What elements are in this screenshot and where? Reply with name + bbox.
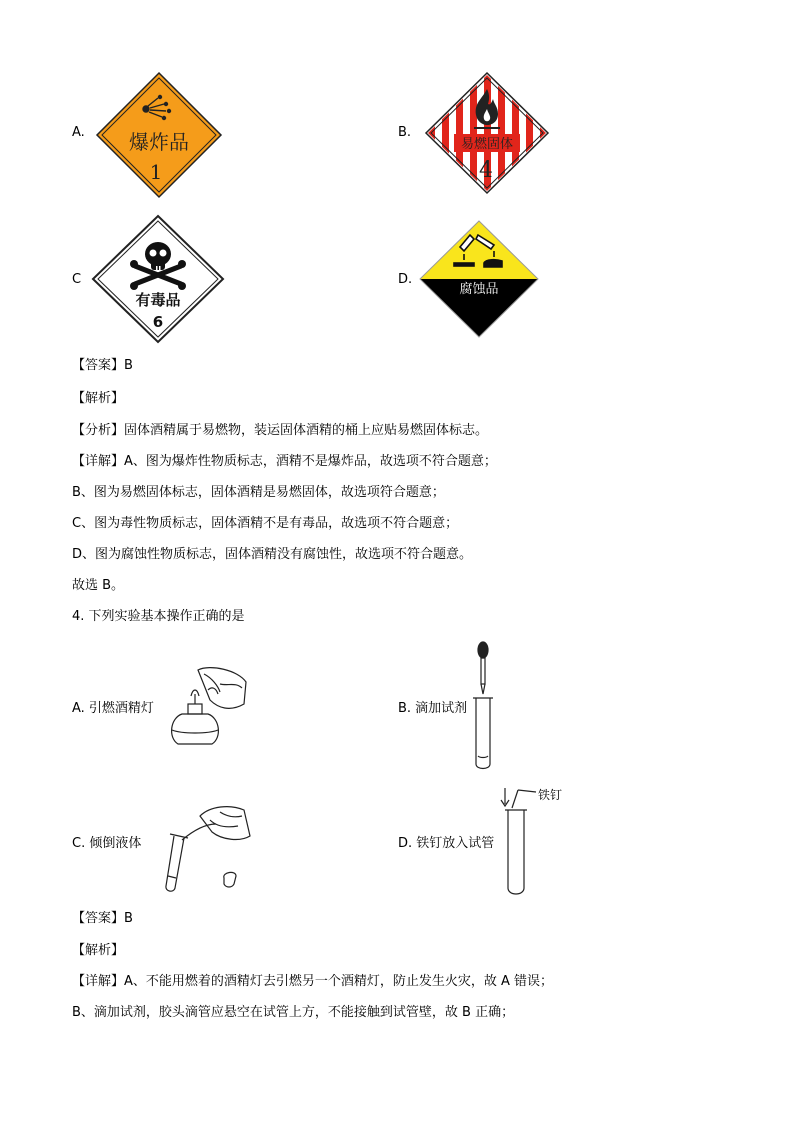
alcohol-lamp-illustration — [160, 660, 252, 752]
iron-nail-annotation: 铁钉 — [538, 788, 563, 802]
flammable-solid-sign — [424, 71, 550, 195]
q4-option-c-label: C. 倾倒液体 — [72, 836, 142, 851]
sign-number: 4 — [479, 158, 493, 183]
explosive-sign — [94, 71, 224, 199]
sign-number: 1 — [149, 160, 163, 184]
sign-number: 6 — [152, 313, 164, 331]
sign-name: 爆炸品 — [129, 130, 189, 154]
option-a-letter: A. — [72, 125, 85, 140]
q3-line-1: 【分析】固体酒精属于易燃物，装运固体酒精的桶上应贴易燃固体标志。 — [72, 423, 489, 438]
q4-option-a-label: A. 引燃酒精灯 — [72, 701, 154, 716]
corrosive-sign — [418, 219, 540, 339]
option-c-letter: C — [72, 272, 82, 287]
option-b-letter: B. — [398, 125, 412, 140]
q4-title: 4. 下列实验基本操作正确的是 — [72, 609, 245, 624]
q3-answer: 【答案】B — [72, 358, 133, 373]
sign-name: 易燃固体 — [460, 137, 514, 152]
q3-line-2: 【详解】A、图为爆炸性物质标志，酒精不是爆炸品，故选项不符合题意； — [72, 454, 497, 469]
dropper-test-tube-illustration — [470, 640, 500, 772]
sign-name: 有毒品 — [135, 291, 181, 309]
q4-line-2: B、滴加试剂，胶头滴管应悬空在试管上方，不能接触到试管壁，故 B 正确； — [72, 1005, 515, 1020]
q4-answer: 【答案】B — [72, 911, 133, 926]
sign-name: 腐蚀品 — [459, 282, 499, 297]
q3-line-5: D、图为腐蚀性物质标志，固体酒精没有腐蚀性，故选项不符合题意。 — [72, 547, 473, 562]
option-d-letter: D. — [398, 272, 413, 287]
q3-line-6: 故选 B。 — [72, 578, 125, 593]
q4-line-1: 【详解】A、不能用燃着的酒精灯去引燃另一个酒精灯，防止发生火灾，故 A 错误； — [72, 974, 554, 989]
pouring-liquid-illustration — [160, 796, 256, 896]
toxic-sign — [91, 214, 225, 344]
q4-option-b-label: B. 滴加试剂 — [398, 701, 468, 716]
q3-analysis-label: 【解析】 — [72, 391, 125, 406]
q3-line-3: B、图为易燃固体标志，固体酒精是易燃固体，故选项符合题意； — [72, 485, 445, 500]
q4-option-d-label: D. 铁钉放入试管 — [398, 836, 495, 851]
q4-analysis-label: 【解析】 — [72, 943, 125, 958]
q3-line-4: C、图为毒性物质标志，固体酒精不是有毒品，故选项不符合题意； — [72, 516, 459, 531]
iron-nail-test-tube-illustration — [496, 784, 540, 900]
